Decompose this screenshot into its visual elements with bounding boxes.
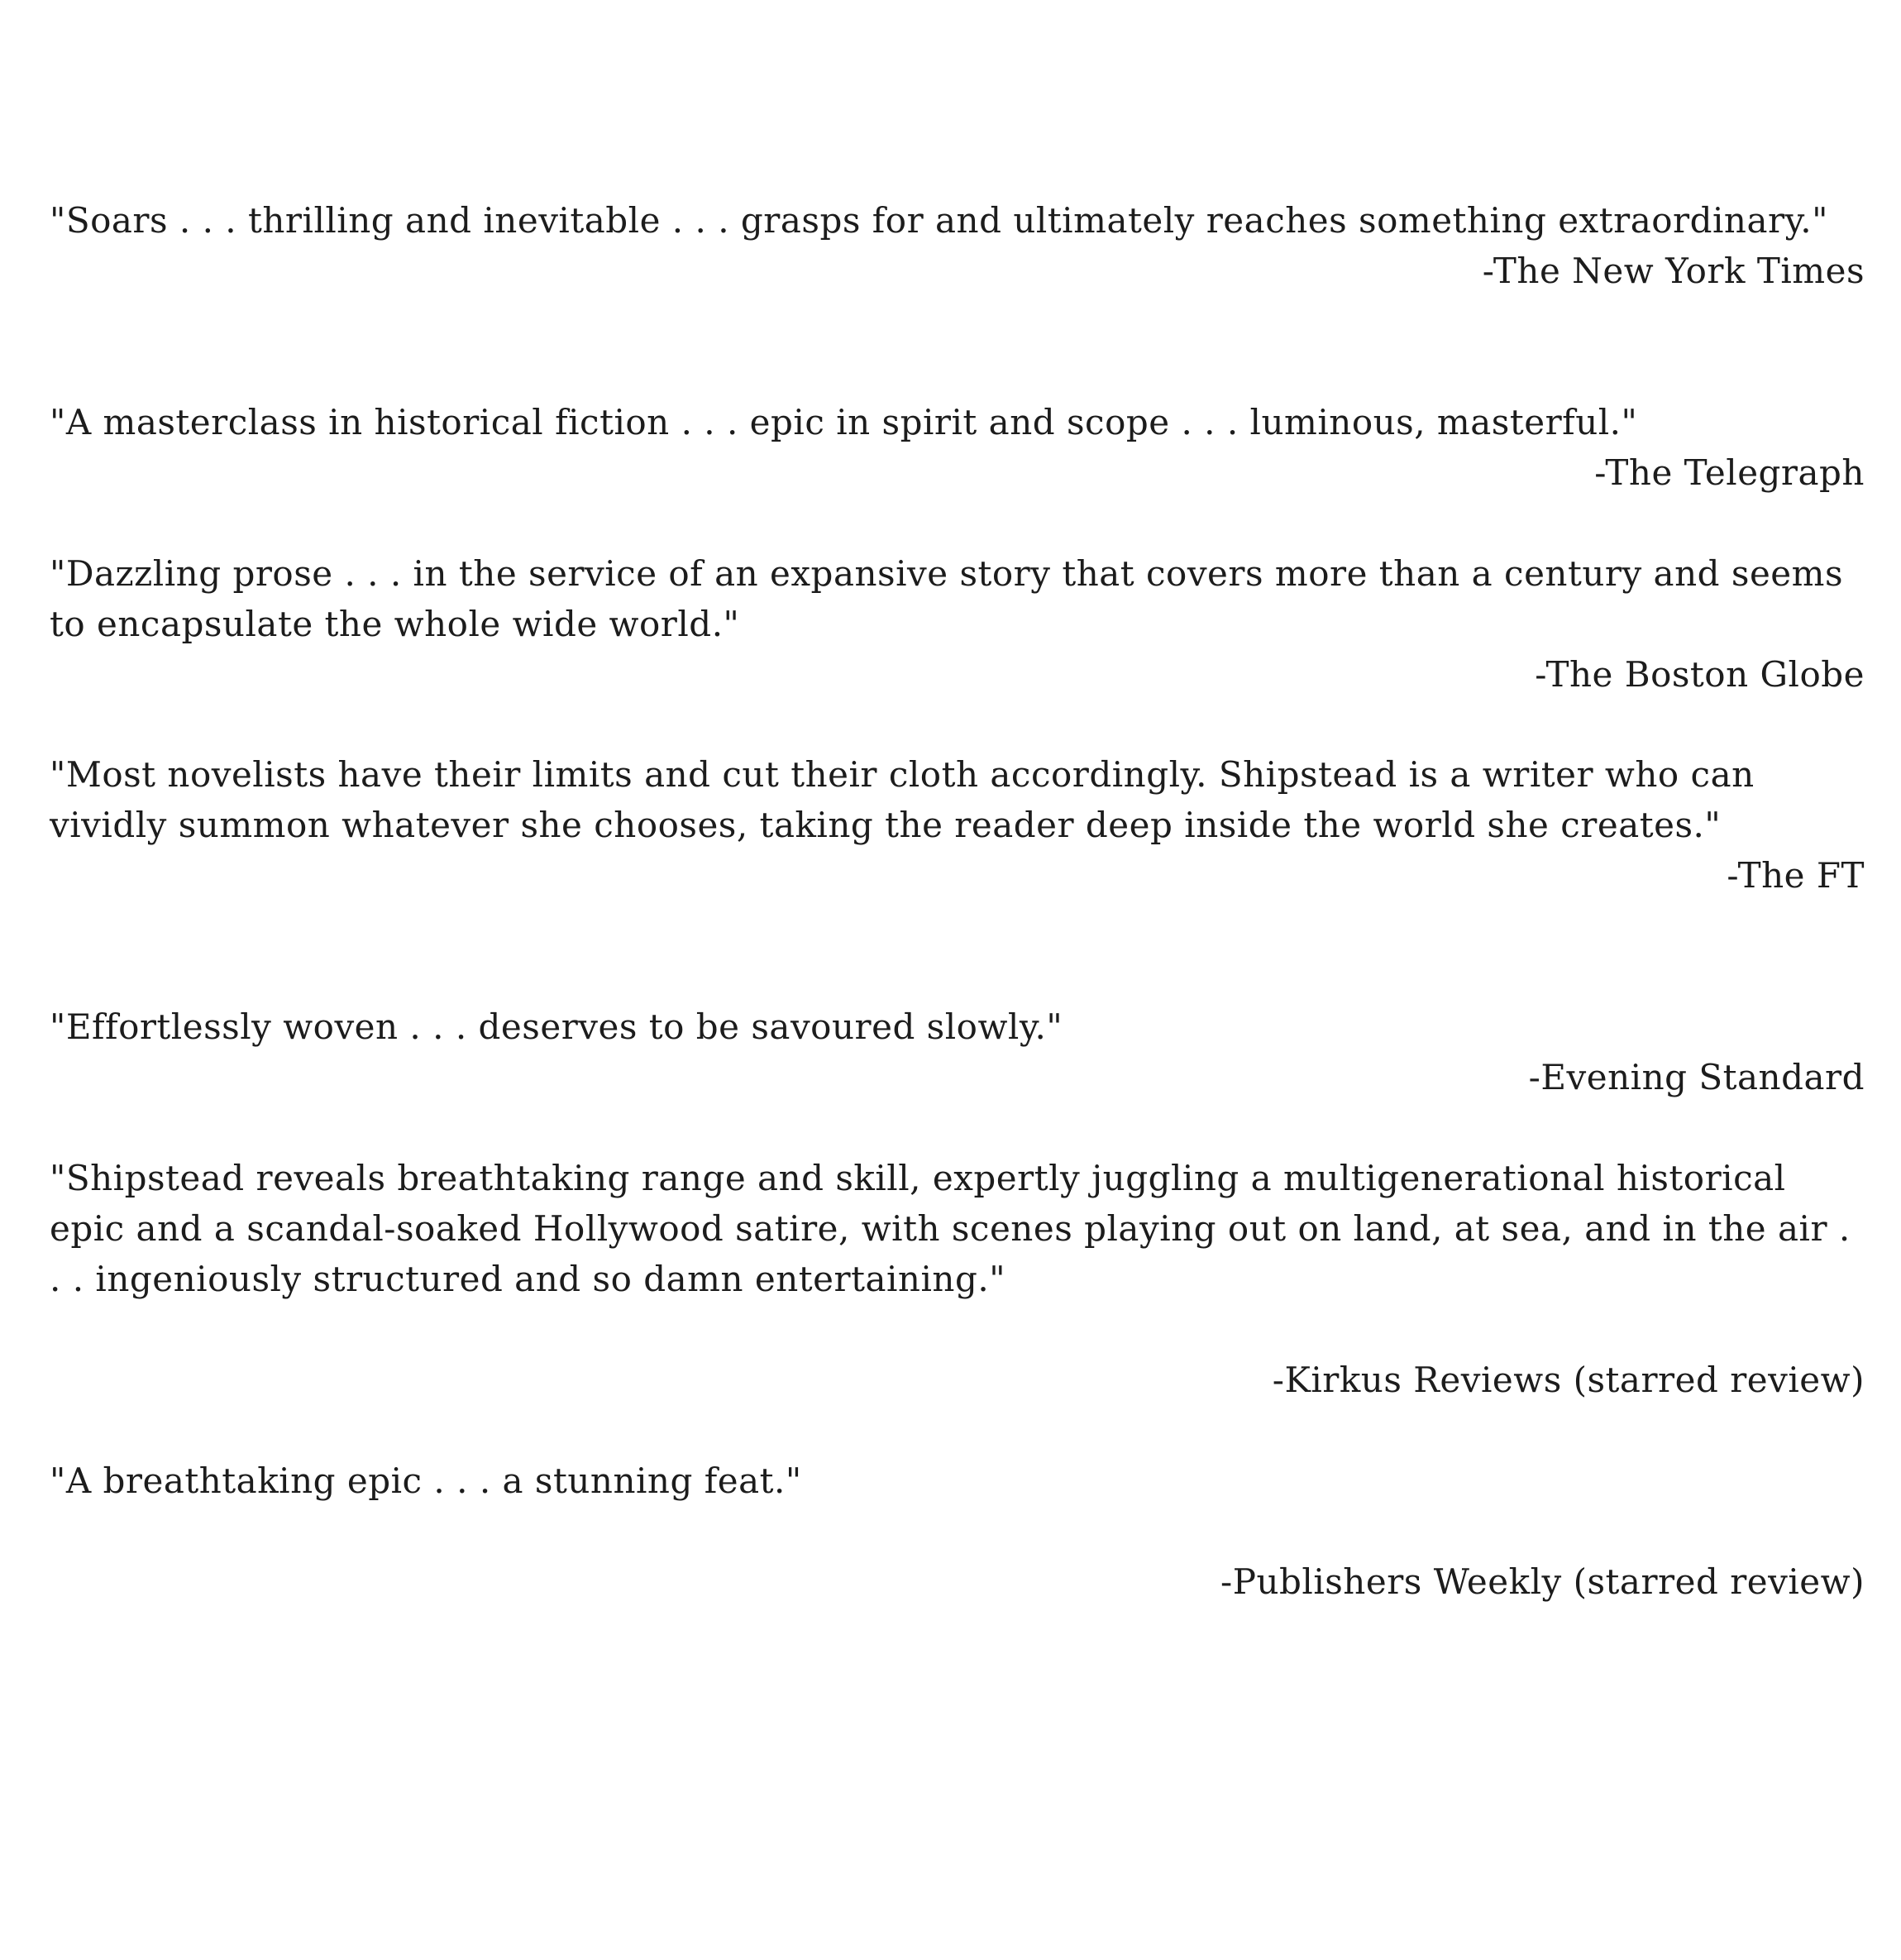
- review-evening-standard: [50, 1002, 1865, 1102]
- review-source: -Evening Standard: [1528, 1057, 1865, 1097]
- review-kirkus: [50, 1153, 1865, 1405]
- review-source: -The Boston Globe: [1535, 654, 1865, 695]
- review-source: -Publishers Weekly (starred review): [1220, 1561, 1865, 1602]
- spacer: [50, 1304, 1865, 1355]
- review-publishers-weekly: [50, 1456, 1865, 1607]
- review-quote: "A breathtaking epic . . . a stunning feat.": [50, 1460, 802, 1501]
- spacer: [50, 1506, 1865, 1556]
- review-source: -The Telegraph: [1594, 452, 1865, 493]
- review-quote: "Shipstead reveals breathtaking range and skill, expertly juggling a multigenerational historical epic and a scandal-soaked Hollywood satire, with scenes playing out on land, at sea, and in the air . . . ingeniously structured and so damn entertaining.": [50, 1158, 1851, 1299]
- review-source: -Kirkus Reviews (starred review): [1272, 1360, 1865, 1400]
- review-nyt: [50, 195, 1865, 296]
- review-boston-globe: [50, 548, 1865, 700]
- review-quote: "Dazzling prose . . . in the service of an expansive story that covers more than a century and seems to encapsulate the whole wide world.": [50, 553, 1844, 644]
- review-source: -The New York Times: [1482, 251, 1865, 291]
- review-quote: "Soars . . . thrilling and inevitable . . . grasps for and ultimately reaches something extraordinary.": [50, 200, 1828, 241]
- review-quote: "A masterclass in historical fiction . . . epic in spirit and scope . . . luminous, masterful.": [50, 402, 1638, 442]
- review-telegraph: [50, 397, 1865, 498]
- review-source: -The FT: [1727, 855, 1865, 896]
- review-quote: "Effortlessly woven . . . deserves to be savoured slowly.": [50, 1006, 1063, 1047]
- review-quote: "Most novelists have their limits and cut their cloth accordingly. Shipstead is a writer who can vividly summon whatever she chooses, taking the reader deep inside the world she creates.": [50, 754, 1755, 845]
- review-ft: [50, 749, 1865, 901]
